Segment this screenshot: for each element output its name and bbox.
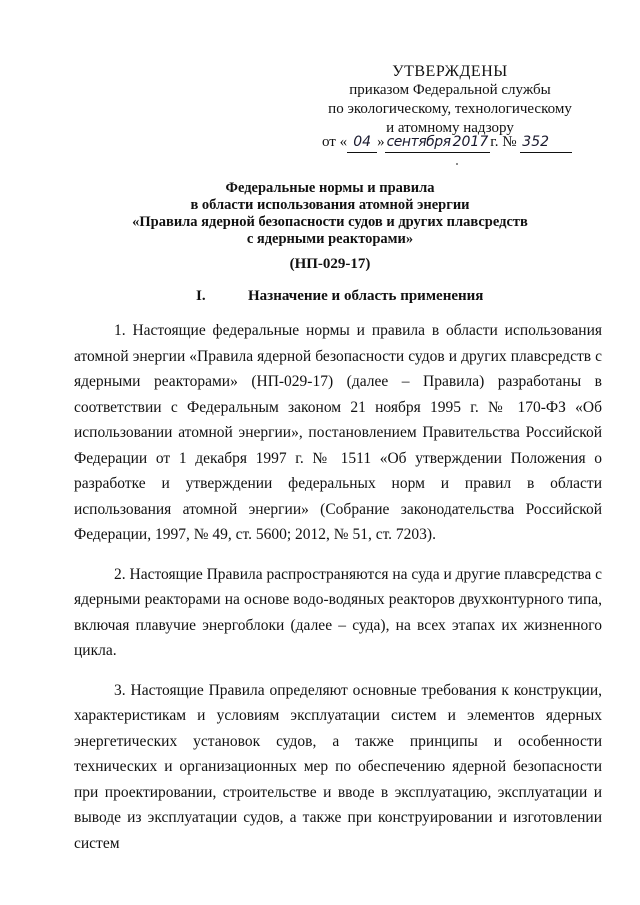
paragraph-3: 3. Настоящие Правила определяют основные требования к конструкции, характеристикам и условиям эксплуатации систем и элементов ядерных энергетических установок судов, а также принципы и особенности технических и организационных мер по обеспечению ядерной безопасности при проектировании, строительстве и вводе в эксплуатацию, эксплуатации и выводе из эксплуатации судов, а также при конструировании и изготовлении систем	[74, 681, 602, 852]
handwritten-year: 2017	[451, 133, 491, 153]
title-line-3: «Правила ядерной безопасности судов и других плавсредств	[132, 214, 528, 230]
quote-close: »	[377, 134, 385, 150]
scan-dot	[456, 163, 458, 165]
section-name: Назначение и область применения	[248, 288, 484, 304]
order-number-label: г. №	[490, 134, 517, 150]
approval-line-3: и атомному надзору	[386, 120, 514, 136]
order-line	[322, 133, 622, 153]
approval-heading: УТВЕРЖДЕНЫ	[392, 63, 508, 80]
title-line-2: в области использования атомной энергии	[190, 197, 470, 213]
handwritten-day: 04	[347, 133, 377, 153]
paragraph-2: 2. Настоящие Правила распространяются на суда и другие плавсредства с ядерными реакторами на основе водо-водяных реакторов двухконтурного типа, включая плавучие энергоблоки (далее – суда), на всех этапах их жизненного цикла.	[74, 565, 602, 659]
paragraph-1: 1. Настоящие федеральные нормы и правила в области использования атомной энергии «Правила ядерной безопасности судов и других плавсредств с ядерными реакторами» (НП-029-17) (далее – Правила) разработаны в соответствии с Федеральным законом 21 ноября 1995 г. № 170-ФЗ «Об использовании атомной энергии», постановлением Правительства Российской Федерации от 1 декабря 1997 г. № 1511 «Об утверждении Положения о разработке и утверждении федеральных норм и правил в области использования атомной энергии» (Собрание законодательства Российской Федерации, 1997, № 49, ст. 5600; 2012, № 51, ст. 7203).	[74, 322, 602, 543]
handwritten-order-number: 352	[520, 133, 572, 153]
section-number: I.	[196, 288, 206, 304]
title-line-4: с ядерными реакторами»	[246, 231, 414, 247]
approval-line-1: приказом Федеральной службы	[349, 82, 551, 98]
approval-line-2: по экологическому, технологическому	[328, 101, 572, 117]
document-title	[60, 180, 600, 248]
order-prefix: от «	[322, 134, 348, 150]
document-code: (НП-029-17)	[289, 256, 371, 272]
title-line-1: Федеральные нормы и правила	[225, 180, 435, 196]
handwritten-month: сентября	[385, 133, 451, 153]
approval-block	[300, 62, 600, 138]
document-body	[74, 318, 602, 870]
